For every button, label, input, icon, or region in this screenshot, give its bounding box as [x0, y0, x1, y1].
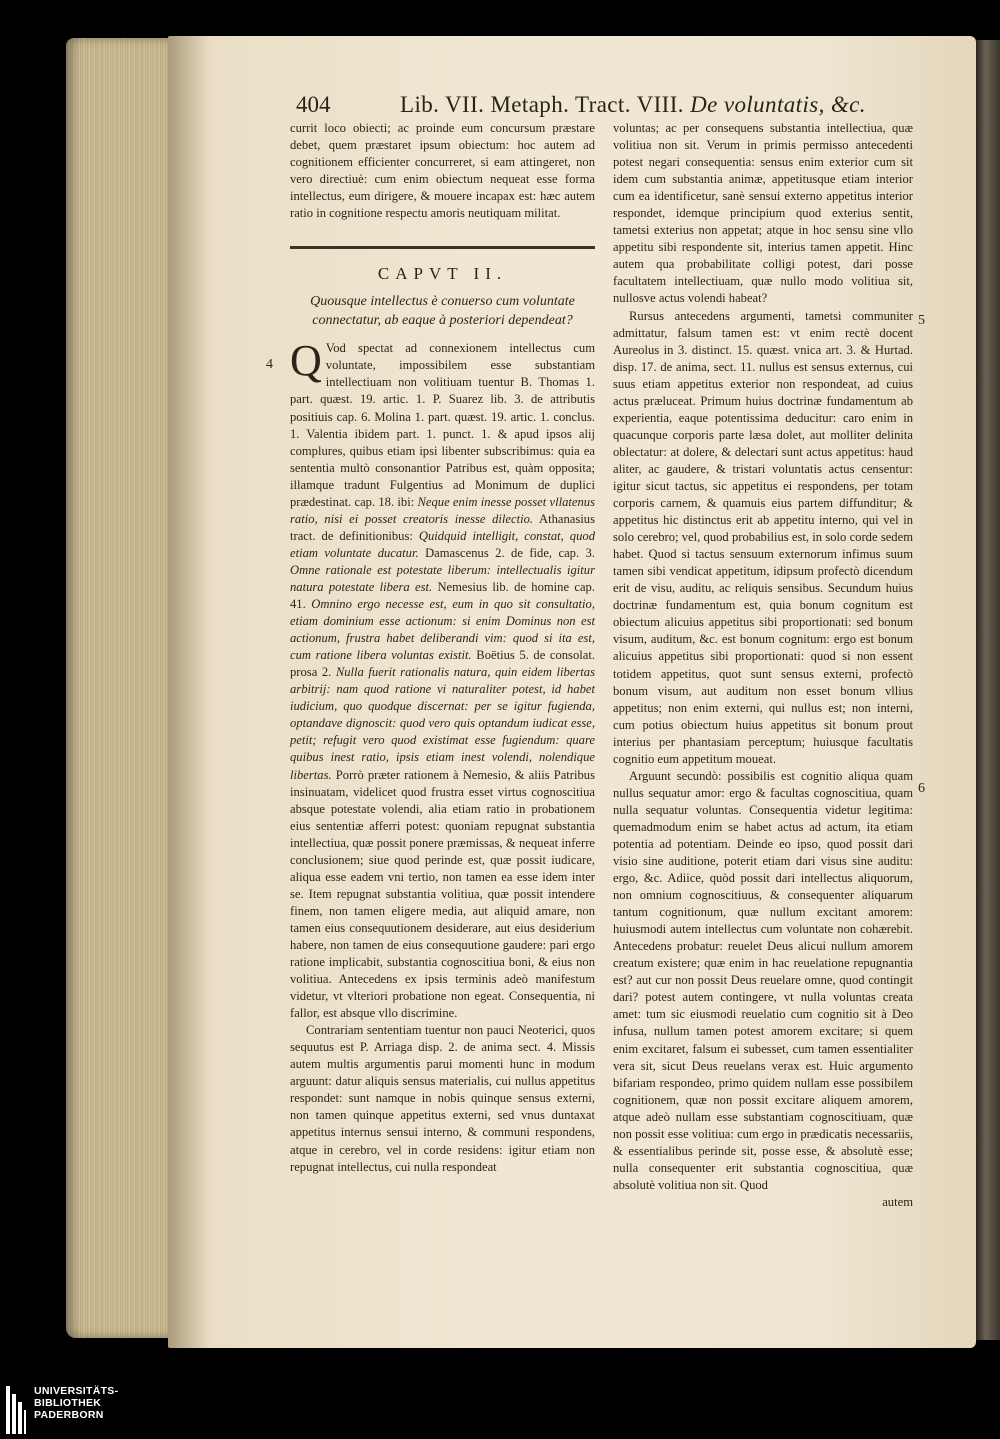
gutter-shadow [168, 36, 208, 1348]
running-header [296, 92, 866, 122]
margin-number-4: 4 [266, 357, 273, 372]
right-paragraph-1: voluntas; ac per consequens substantia intellectiua, quæ volitiua non sit. Verum in primis permisso antecedenti potest negari consequentia: sensus enim exterior cum sit idem cum substantia animæ, appetitusque etiam interior cum ea identificetur, sanè sensui externo appetitus interior respondet, idemque principium quod exterius sentit, tametsi exterius non appetat; atque in hoc sensu sine vllo appetitu sibi respondente sit, interius tamen appetit. Hinc autem qua probabilitate colligi potest, dari posse facultatem intellectiuam, quæ nullo modo volitiua sit, nullosve actus volendi habeat? [613, 121, 913, 306]
left-column [290, 120, 595, 1176]
paragraph-1: Q Vod spectat ad connexionem intellectus cum voluntate, impossibilem esse substantiam intellectiuam non volitiuam tuentur B. Thomas 1. part. quæst. 19. artic. 1. P. Suarez lib. 3. de attributis positiuis cap. 6. Molina 1. part. quæst. 19. artic. 1. conclus. 1. Valentia ibidem part. 1. punct. 1. & apud ipsos alij complures, quibus etiam ipsi libenter subscribimus: quia ea sententia multò consonantior Patribus est, quàm opposita; illamque tradunt Fulgentius ad Monimum de duplici prædestinat. cap. 18. ibi: Neque enim inesse posset vllatenus ratio, nisi ei posset creatoris inesse dilectio. Athanasius tract. de definitionibus: Quidquid intelligit, constat, quod etiam voluntate ducatur. Damascenus 2. de fide, cap. 3. Omne rationale est potestate liberum: intellectualis igitur natura potestate libera est. Nemesius lib. de homine cap. 41. Omnino ergo necesse est, eum in quo sit consultatio, etiam dominium esse actionum: si enim Dominus non est actionum, frustra habet deliberandi vim: quod si ita est, cum ratione libera voluntas existit. Boëtius 5. de consolat. prosa 2. Nulla fuerit rationalis natura, quin eidem libertas arbitrij: nam quod ratione vi naturaliter potest, id habet iudicium, quo quodque discernat: per se igitur fugienda, optandave dignoscit: quod vero quis optandum iudicat esse, petit; refugit vero quod existimat esse fugiendum: quare quibus inest ratio, ipsis etiam inest volendi, nolendique libertas. Porrò præter rationem à Nemesio, & aliis Patribus insinuatam, videlicet quod frustra esset virtus cognoscitiua absque potestate volendi, alia etiam ratio in probationem eius sententiæ afferri potest: quoniam repugnat substantia intellectiua, quæ possit ponere præmissas, & nequeat inferre conclusionem; siue quod perinde est, quæ possit iudicare, aliqua esse eadem vni tertio, non tamen ea esse idem inter se. Item repugnat substantia volitiua, quæ possit intendere finem, non tamen eligere media, aut aliquid amare, non tamen eius consequutionem desiderare, aut eius desiderium habere, non tamen de eius consequutione gaudere: pari ergo ratione implicabit, substantia cognoscitiua boni, & eius non volitiua. Antecedens ex ipsis terminis adeò manifestum videtur, vt vlteriori probatione non egeat. Consequentia, ni fallor, est absque vllo discrimine. [290, 336, 595, 1021]
right-paragraph-3: Arguunt secundò: possibilis est cognitio aliqua quam nullus sequatur amor: ergo & facultas cognoscitiua, quam nulla sequatur voluntas. Consequentia videtur legitima: quemadmodum enim se habet actus ad actum, ita etiam potentia ad potentiam. Deinde eo ipso, quod possit dari visio sine auditione, poterit etiam dari visus sine auditu: ergo, &c. Adiice, quòd possit dari intellectus aliquorum, non omnium cognoscitiuus, & consequenter aliquarum tantum cognitionum, quæ nullum excitant amorem: huiusmodi autem intellectus cum voluntate non cohærebit. Antecedens probatur: reuelet Deus alicui nullum amorem creatum existere; quæ enim in hac reuelatione repugnantia est? aut cur non possit Deus reuelare omne, quod contingit dari? potest autem contingere, vt nulla voluntas creata amet: tum sic eiusmodi reuelatio cum cognitio sit à Deo infusa, nullum tamen potest amorem excitare; si quem enim excitaret, falsum ei subesset, cum tamen essentialiter vera sit, sicut Deus reuelans verax est. Huic argumento bifariam respondeo, primo quidem nullam esse possibilem cognitionem, quæ non possit excitare aliquem amorem, atque adeò nullam esse substantiam cognoscitiuam, quæ non possit esse volitiua: cum ergo in prædicatis necessariis, & essentialibus perinde sit, posse esse, & absolutè esse; nulla consequenter erit substantia cognoscitiua, quæ absolutè volitiua non sit. Quod [613, 768, 913, 1192]
intro-paragraph: currit loco obiecti; ac proinde eum concursum præstare debet, quem præstaret ipsum obiectum: hoc autem ad cognitionem efficienter concurreret, si eam attingeret, non vero directiuè: cum enim obiectum nequeat esse forma intellectus, eum dirigere, & mouere incapax est: hæc autem ratio in cognitione respectu amoris neutiquam militat. [290, 121, 595, 221]
library-name: UNIVERSITÄTS- BIBLIOTHEK PADERBORN [34, 1385, 119, 1421]
footer-bar [0, 1380, 1000, 1439]
catchword: autem [882, 1194, 913, 1209]
drop-capital: Q [290, 336, 322, 386]
running-title: Lib. VII. Metaph. Tract. VIII. De voluntatis, &c. [400, 92, 866, 117]
chapter-title: Quousque intellectus è conuerso cum voluntate connectatur, ab eaque à posteriori dependeat? [310, 294, 575, 329]
margin-number-5: 5 [918, 313, 925, 328]
library-logo-icon [6, 1386, 26, 1434]
book-edge-right [976, 40, 1000, 1340]
margin-number-6: 6 [918, 781, 925, 796]
page-number: 404 [296, 92, 331, 117]
chapter-heading: CAPVT II. [377, 264, 508, 284]
right-paragraph-2: Rursus antecedens argumenti, tametsi communiter admittatur, falsum tamen est: vt enim rectè docent Aureolus in 3. distinct. 15. quæst. vnica art. 3. & Hurtad. disp. 17. de anima, sect. 11. nullus est sensus externus, cui suus etiam appetitus exterior non respondeat, ad cuius actus præluceat. Primum huius doctrinæ fundamentum ab experientia, eaque potentissima deducitur: caro enim in quacunque corporis parte læsa dolet, aut molliter delinita oblectatur: at dolere, & delectari sunt actus appetitus: haud aliter, ac gaudere, & tristari voluntatis actus censentur: igitur sicut tactus, sic appetitus ei respondens, per totam corporis carnem, & quamuis eius partem diffunditur; & appetitus hic distinctus erit ab appetitu interno, qui vel in solo cerebro; vel, quod probabilius est, in solo corde sedem habet. Quod si tactus sensuum externorum infimus suum tamen sibi vendicat appetitum, idipsum profectò dicendum erit de visu, auditu, ac reliquis sensibus. Secundum huius doctrinæ fundamentum est, quia bonum cognitum est obiectum alicuius appetitus sibi proportionati: sed bonum visum, auditum, &c. est bonum cognitum: ergo est bonum alicuius appetitus sibi proportionati: quod si non essent totidem appetitus, quot sunt sensus externi, profectò bonum visum, aut auditum non esset bonum vllius appetitus; non enim externi, qui nullus est; non interni, cum potius obiectum huius appetitus sit bonum prout interius per phantasiam perceptum; huiusque facultatis cognitio eum appetitum moueat. [613, 308, 913, 766]
book-fore-edge [66, 38, 170, 1338]
paragraph-2: Contrariam sententiam tuentur non pauci Neoterici, quos sequutus est P. Arriaga disp. 2. de anima sect. 4. Missis autem multis argumentis parui momenti hunc in modum arguunt: datur aliquis sensus materialis, cui nullus appetitus respondet: sunt namque in nobis quinque sensus externi, non tamen quinque appetitus externi, sed vnus duntaxat appetitus internus sensui interno, & communi respondens, atque in cerebro, vel in corde residens: igitur etiam non repugnat intellectus, cui nulla respondeat [290, 1023, 595, 1174]
right-column [613, 120, 913, 1211]
section-rule [290, 246, 595, 249]
